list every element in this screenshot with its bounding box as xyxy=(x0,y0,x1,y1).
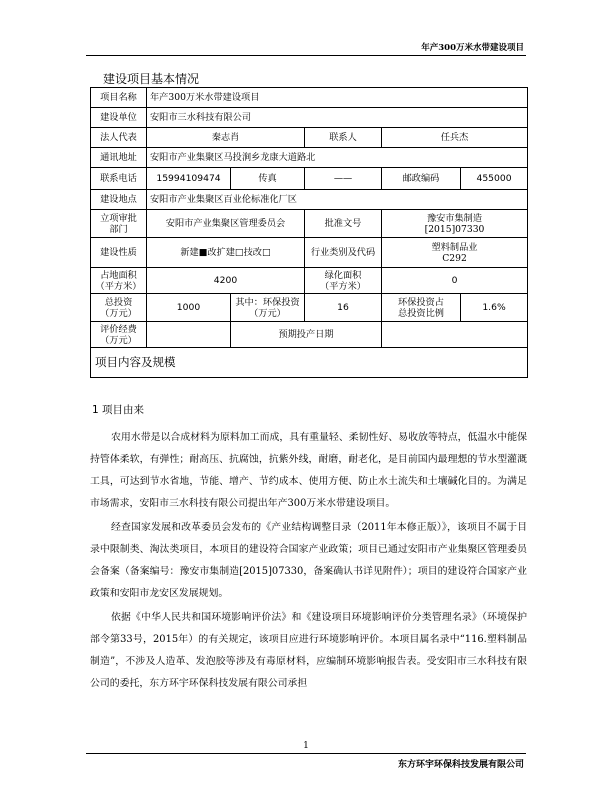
table-row xyxy=(91,128,528,148)
start-date-label: 预期投产日期 xyxy=(231,322,382,348)
project-name-label: 项目名称 xyxy=(91,88,147,108)
eval-fee-value xyxy=(147,322,231,348)
project-info-table xyxy=(90,87,528,378)
address-value: 安阳市产业集聚区马投涧乡龙康大道路北 xyxy=(147,148,528,168)
site-label: 建设地点 xyxy=(91,190,147,210)
eval-fee-label: 评价经费 （万元） xyxy=(91,322,147,348)
approval-dept-label: 立项审批 部门 xyxy=(91,210,147,238)
table-row xyxy=(91,168,528,190)
page-number: 1 xyxy=(303,741,309,751)
table-row xyxy=(91,190,528,210)
approval-no-value: 豫安市集制造 [2015]07330 xyxy=(382,210,528,238)
phone-label: 联系电话 xyxy=(91,168,147,190)
footer-company: 东方环宇环保科技发展有限公司 xyxy=(397,760,524,770)
invest-value: 1000 xyxy=(147,294,231,322)
subsection-heading: 1 项目由来 xyxy=(92,404,145,416)
nature-value: 新建■改扩建□技改□ xyxy=(147,238,305,268)
approval-dept-value: 安阳市产业集聚区管理委员会 xyxy=(147,210,305,238)
start-date-value xyxy=(382,322,528,348)
nature-label: 建设性质 xyxy=(91,238,147,268)
footer-rule xyxy=(86,753,526,754)
fax-label: 传真 xyxy=(231,168,305,190)
green-value: 0 xyxy=(382,268,528,294)
running-header: 年产300万米水带建设项目 xyxy=(421,43,524,53)
site-value: 安阳市产业集聚区百业伦标准化厂区 xyxy=(147,190,528,210)
env-invest-value: 16 xyxy=(305,294,382,322)
green-label: 绿化面积 （平方米） xyxy=(305,268,382,294)
area-value: 4200 xyxy=(147,268,305,294)
contact-label: 联系人 xyxy=(305,128,382,148)
env-invest-label: 其中：环保投资 （万元） xyxy=(231,294,305,322)
table-row xyxy=(91,322,528,348)
invest-label: 总投资 （万元） xyxy=(91,294,147,322)
legal-rep-label: 法人代表 xyxy=(91,128,147,148)
unit-value: 安阳市三水科技有限公司 xyxy=(147,108,528,128)
page-title: 建设项目基本情况 xyxy=(103,72,200,86)
section-title: 项目内容及规模 xyxy=(91,348,528,378)
paragraph: 经查国家发展和改革委员会发布的《产业结构调整目录（2011年本修正版）》，该项目不属于目录中限制类、淘汰类项目，本项目的建设符合国家产业政策；项目已通过安阳市产业集聚区管理委员会备案（备案编号：豫安市集制造[2015]07330，备案确认书详见附件）；项目的建设符合国家产业政策和安阳市龙安区发展规划。 xyxy=(90,522,527,599)
table-row xyxy=(91,148,528,168)
area-label: 占地面积 （平方米） xyxy=(91,268,147,294)
paragraph: 依据《中华人民共和国环境影响评价法》和《建设项目环境影响评价分类管理名录》（环境保护部令第33号，2015年）的有关规定，该项目应进行环境影响评价。本项目属名录中“116.塑料制品制造”，不涉及人造革、发泡胶等涉及有毒原材料，应编制环境影响报告表。受安阳市三水科技有限公司的委托，东方环宇环保科技发展有限公司承担 xyxy=(90,612,527,689)
body-text xyxy=(90,402,527,697)
postcode-label: 邮政编码 xyxy=(382,168,461,190)
industry-value: 塑料制品业 C292 xyxy=(382,238,528,268)
table-row xyxy=(91,210,528,238)
header-rule xyxy=(86,55,526,56)
paragraph: 农用水带是以合成材料为原料加工而成，具有重量轻、柔韧性好、易收放等特点，低温水中能保持管体柔软，有弹性；耐高压、抗腐蚀，抗紫外线，耐磨，耐老化，是目前国内最理想的节水型灌溉工具，可达到节水省地，节能、增产、节约成本、使用方便、防止水土流失和土壤碱化目的。为满足市场需求，安阳市三水科技有限公司提出年产300万米水带建设项目。 xyxy=(90,432,527,509)
unit-label: 建设单位 xyxy=(91,108,147,128)
fax-value: —— xyxy=(305,168,382,190)
table-row xyxy=(91,108,528,128)
contact-value: 任兵杰 xyxy=(382,128,528,148)
table-row xyxy=(91,238,528,268)
table-row xyxy=(91,348,528,378)
phone-value: 15994109474 xyxy=(147,168,231,190)
address-label: 通讯地址 xyxy=(91,148,147,168)
table-row xyxy=(91,88,528,108)
ratio-value: 1.6% xyxy=(461,294,528,322)
legal-rep-value: 秦志肖 xyxy=(147,128,305,148)
table-row xyxy=(91,294,528,322)
approval-no-label: 批准文号 xyxy=(305,210,382,238)
project-name-value: 年产300万米水带建设项目 xyxy=(147,88,528,108)
ratio-label: 环保投资占 总投资比例 xyxy=(382,294,461,322)
postcode-value: 455000 xyxy=(461,168,528,190)
industry-label: 行业类别及代码 xyxy=(305,238,382,268)
table-row xyxy=(91,268,528,294)
